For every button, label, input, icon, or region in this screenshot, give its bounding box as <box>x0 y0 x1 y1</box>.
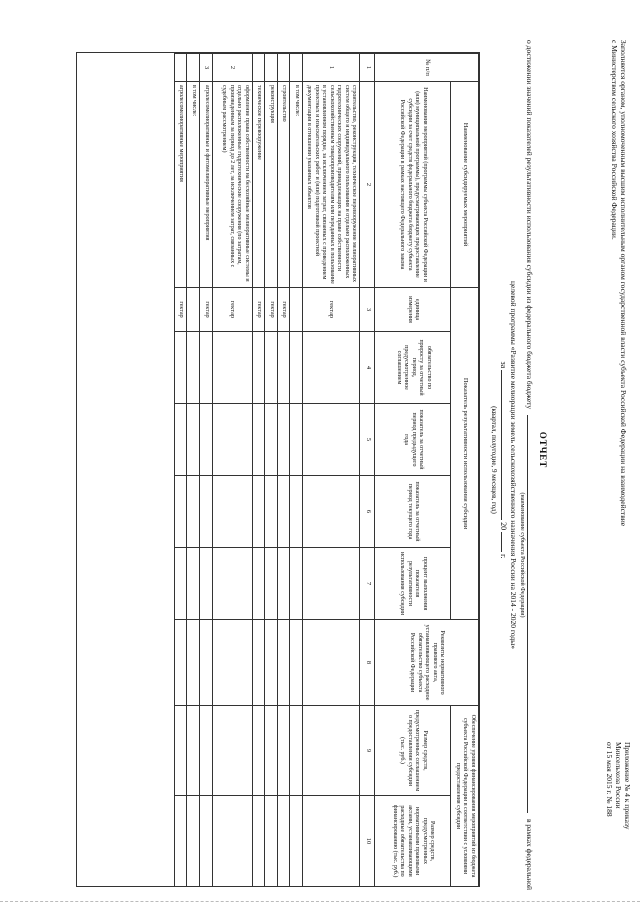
subject-hint: (наименование субъекта Российской Федерации) <box>519 492 525 618</box>
row-number <box>290 54 303 82</box>
row-name: техническое перевооружение <box>253 82 266 288</box>
column-number: 3 <box>360 288 375 332</box>
row-name: в том числе: <box>187 82 200 288</box>
row-number <box>253 54 266 82</box>
column-number: 8 <box>360 620 375 706</box>
column-number: 10 <box>360 796 375 887</box>
appendix-line: от 15 мая 2015 г. № 188 <box>605 742 614 817</box>
col-legal-act-header: Реквизиты нормативного правового акта, устанавливающего расходное обязательство субъекта Российской Федерации <box>375 620 479 706</box>
column-number: 4 <box>360 332 375 404</box>
column-number-row <box>360 54 375 887</box>
col-plan-header: обязательство по приросту за отчетный период, предусмотренное соглашением <box>375 332 451 404</box>
period-hint: (квартал, полугодие, 9 месяцев, год) <box>490 406 498 514</box>
report-title: ОТЧЕТ <box>538 431 548 469</box>
col-fact-header: показатель за отчетный период предыдущего года <box>375 404 451 476</box>
column-number: 1 <box>360 54 375 82</box>
table-row <box>187 54 200 887</box>
period-blank <box>501 370 502 520</box>
col-budget-header: Размер средств, предусмотренных нормативными правовыми актами, устанавливающими расходные обязательства по финансированию (тыс. руб.) <box>375 796 451 887</box>
subtitle-program: целевой программы «Развитие мелиорации земель сельскохозяйственного назначения России на 2014 - 2020 годы» <box>509 281 518 649</box>
row-unit: гектар <box>253 288 266 332</box>
appendix-reference <box>605 742 632 892</box>
row-name: строительство <box>278 82 291 288</box>
col-percent-header: процент выполнения показателя результативности использования субсидии <box>375 548 451 620</box>
header-note <box>610 40 628 560</box>
row-number: 3 <box>200 54 213 82</box>
row-unit <box>187 288 200 332</box>
row-name: строительство, реконструкция, техническое перевооружение мелиоративных систем общего и индивидуального пользования и отдельно расположенных гидротехнических сооружений, принадлежащих на праве собственности сельскохозяйственным товаропроизводителям или переданных в пользование в установленном порядке, за исключением затрат, связанных с проведением проектных и изыскательских работ и (или) подготовкой проектной документации в отношении указанных объектов <box>303 82 361 288</box>
column-number: 2 <box>360 82 375 288</box>
report-table <box>76 52 480 887</box>
report-period <box>499 300 508 620</box>
table-row <box>200 54 213 887</box>
table-row <box>303 54 361 887</box>
column-number: 5 <box>360 404 375 476</box>
row-unit: гектар <box>175 288 188 332</box>
row-unit <box>290 288 303 332</box>
col-number-header: № п/п <box>375 54 479 82</box>
header-note-line: Заполняется органом, уполномоченным высшим исполнительным органом государственной власти субъекта Российской Федерации на взаимодействие <box>619 40 628 527</box>
row-number <box>175 54 188 82</box>
row-name: реконструкция <box>265 82 278 288</box>
row-number <box>187 54 200 82</box>
row-unit: гектар <box>200 288 213 332</box>
column-number: 6 <box>360 476 375 548</box>
column-number: 9 <box>360 706 375 796</box>
row-name: агролесомелиоративные мероприятия <box>175 82 188 288</box>
report-subtitle <box>509 40 534 890</box>
column-number: 7 <box>360 548 375 620</box>
scan-edge-line <box>0 901 640 905</box>
col-indicators-group-header: Показатель результативности использования субсидии <box>451 288 479 620</box>
appendix-line: Приложение № 4 к приказу <box>623 742 632 830</box>
table-row <box>265 54 278 887</box>
subject-blank-line <box>527 415 534 813</box>
col-finance-group-header: Обеспечение уровня финансирования мероприятий из бюджета субъекта Российской Федерации в соответствии с условиями предоставления субсидии <box>451 706 479 887</box>
period-suffix: г. <box>499 554 508 559</box>
col-subsidy-header: Размер средств, предусмотренных соглашением о предоставлении субсидии (тыс. руб.) <box>375 706 451 796</box>
period-year: 20 <box>499 522 508 531</box>
header-note-line: с Министерством сельского хозяйства Российской Федерации. <box>610 40 619 240</box>
table-row <box>213 54 253 887</box>
subtitle-end: в рамках федеральной <box>525 818 534 890</box>
row-number <box>278 54 291 82</box>
row-unit: гектар <box>213 288 253 332</box>
table-row <box>278 54 291 887</box>
year-blank <box>501 532 502 552</box>
subtitle-start: о достижении значений показателей результативности использования субсидии из федерального бюджета бюджету <box>525 40 534 410</box>
row-name: агролесомелиоративные и фитомелиоративные мероприятия <box>200 82 213 288</box>
row-number: 2 <box>213 54 253 82</box>
table-row <box>290 54 303 887</box>
table-row <box>175 54 188 887</box>
period-prefix: за <box>499 361 508 369</box>
col-name-group-header: Наименование субсидируемых мероприятий <box>451 82 479 288</box>
table-row <box>253 54 266 887</box>
row-unit: гектар <box>278 288 291 332</box>
row-unit: гектар <box>303 288 361 332</box>
row-number: 1 <box>303 54 361 82</box>
row-number <box>265 54 278 82</box>
col-fact-current-header: показатель за отчетный период текущего года <box>375 476 451 548</box>
col-name-header: Наименования мероприятий (программы субъекта Российской Федерации и (или) муниципальной программы), предусматривающих предоставление субсидии за счет средств федерального бюджета бюджету субъекта Российской Федерации в рамках настоящего Федерального закона <box>375 82 451 288</box>
col-unit-header: единица измерения <box>375 288 451 332</box>
row-name: оформление права собственности на бесхозяйные мелиоративные системы и отдельно расположенные гидротехнические сооружения (по затратам, произведенным за период до 2 лет, за исключением затрат, связанных с судебным рассмотрением) <box>213 82 253 288</box>
row-name: в том числе: <box>290 82 303 288</box>
appendix-line: Минсельхоза России <box>614 742 623 809</box>
row-unit: гектар <box>265 288 278 332</box>
